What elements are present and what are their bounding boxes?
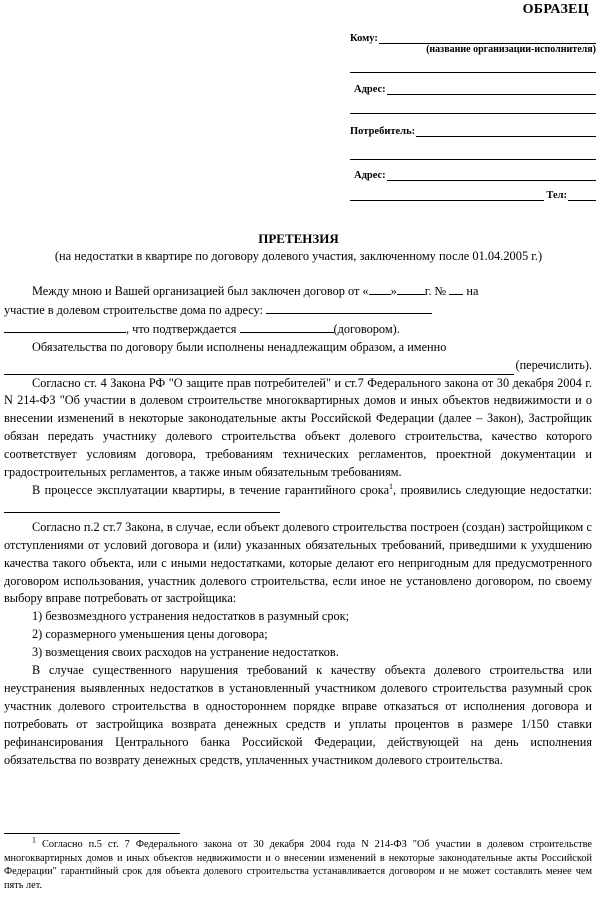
sample-stamp: ОБРАЗЕЦ — [522, 2, 589, 17]
address2-label: Адрес: — [354, 170, 386, 181]
to-hint: (название организации-исполнителя) — [426, 44, 596, 55]
date-month-blank[interactable] — [397, 282, 425, 295]
addressee-to — [350, 33, 596, 55]
obligations-blank[interactable] — [4, 362, 514, 375]
date-day-blank[interactable] — [369, 282, 391, 295]
paragraph-rights: Согласно п.2 ст.7 Закона, в случае, если объект долевого строительства построен (создан) застройщиком с отступлениями от условий договора и (или) указанных обязательных требований, приведшими к ухудшению качества такого объекта, или с иными недостатками, которые делают его непригодным для предусмотренного договором использования, участник долевого строительства, если иное не установлено договором, по своему выбору вправе потребовать от застройщика: — [4, 519, 592, 606]
tel-pre-line[interactable] — [350, 190, 544, 201]
address-extra-line[interactable] — [350, 103, 596, 114]
paragraph-contract-address: участие в долевом строительстве дома по адресу: — [4, 301, 592, 320]
paragraph-law: Согласно ст. 4 Закона РФ "О защите прав потребителей" и ст.7 Федерального закона от 30 декабря 2004 г. N 214-ФЗ "Об участии в долевом строительстве многоквартирных домов и иных объектов недвижимости и о внесении изменений в некоторые законодательные акты Российской Федерации (далее – Закон), Застройщик обязан передать участнику долевого строительства объект долевого строительства, качество которого соответствует условиям договора, требованиям технических регламентов, проектной документации и градостроительных регламентов, а также иным обязательным требованиям. — [4, 375, 592, 480]
contract-number-blank[interactable] — [449, 282, 463, 295]
defects-blank[interactable] — [4, 500, 280, 513]
to-label: Кому: — [350, 33, 378, 44]
address-line[interactable] — [387, 84, 596, 95]
list-item-1: 1) безвозмездного устранения недостатков в разумный срок; — [32, 609, 350, 624]
footnote-text: Согласно п.5 ст. 7 Федерального закона от 30 декабря 2004 года N 214-ФЗ "Об участии в долевом строительстве многоквартирных домов и иных объектов недвижимости и о внесении изменений в некоторые законодательные акты Российской Федерации" гарантийный срок для объекта долевого строительства устанавливается договором и не может составлять менее чем пять лет. — [4, 839, 592, 891]
consumer-row — [350, 126, 596, 137]
paragraph-defects: В процессе эксплуатации квартиры, в течение гарантийного срока$^1$, проявились следующие недостатки: — [4, 482, 592, 519]
paragraph-contract-confirm: , что подтверждается (договором). — [4, 320, 592, 339]
document-subtitle: (на недостатки в квартире по договору долевого участия, заключенному после 01.04.2005 г.) — [54, 249, 543, 263]
footnote-mark: 1 — [32, 835, 36, 845]
footnote-ref[interactable]: 1 — [389, 481, 394, 491]
tel-line[interactable] — [568, 190, 596, 201]
footnote — [4, 835, 592, 892]
confirmation-blank[interactable] — [240, 320, 334, 333]
address2-row — [350, 170, 596, 181]
to-line[interactable] — [379, 33, 596, 44]
consumer-extra-line[interactable] — [350, 149, 596, 160]
address-label: Адрес: — [354, 84, 386, 95]
footnote-divider — [4, 833, 180, 834]
consumer-label: Потребитель: — [350, 126, 416, 137]
document-title: ПРЕТЕНЗИЯ — [258, 231, 339, 246]
document-body — [4, 282, 592, 769]
paragraph-obligations: Обязательства по договору были исполнены ненадлежащим образом, а именно — [32, 339, 447, 354]
to-extra-line[interactable] — [350, 62, 596, 73]
paragraph-breach: В случае существенного нарушения требований к качеству объекта долевого строительства или неустранения выявленных недостатков в установленный участником долевого строительства разумный срок участник долевого строительства в одностороннем порядке вправе отказаться от исполнения договора и потребовать от застройщика возврата денежных средств и уплаты процентов в размере 1/150 ставки рефинансирования Центрального банка Российской Федерации, действующей на день исполнения обязательства по возврату денежных средств, уплаченных участником долевого строительства. — [4, 663, 592, 767]
consumer-line[interactable] — [416, 126, 596, 137]
list-item-2: 2) соразмерного уменьшения цены договора; — [32, 627, 268, 642]
property-address-blank[interactable] — [266, 301, 432, 314]
paragraph-contract: Между мною и Вашей организацией был заключен договор от « » г. № на — [32, 284, 479, 298]
tel-label: Тел: — [546, 190, 567, 201]
obligations-list-row: (перечислить). — [4, 357, 592, 375]
tel-row — [350, 190, 596, 201]
address-continue-blank[interactable] — [4, 320, 126, 333]
list-item-3: 3) возмещения своих расходов на устранение недостатков. — [32, 645, 339, 660]
address-row — [350, 84, 596, 95]
address2-line[interactable] — [387, 170, 596, 181]
